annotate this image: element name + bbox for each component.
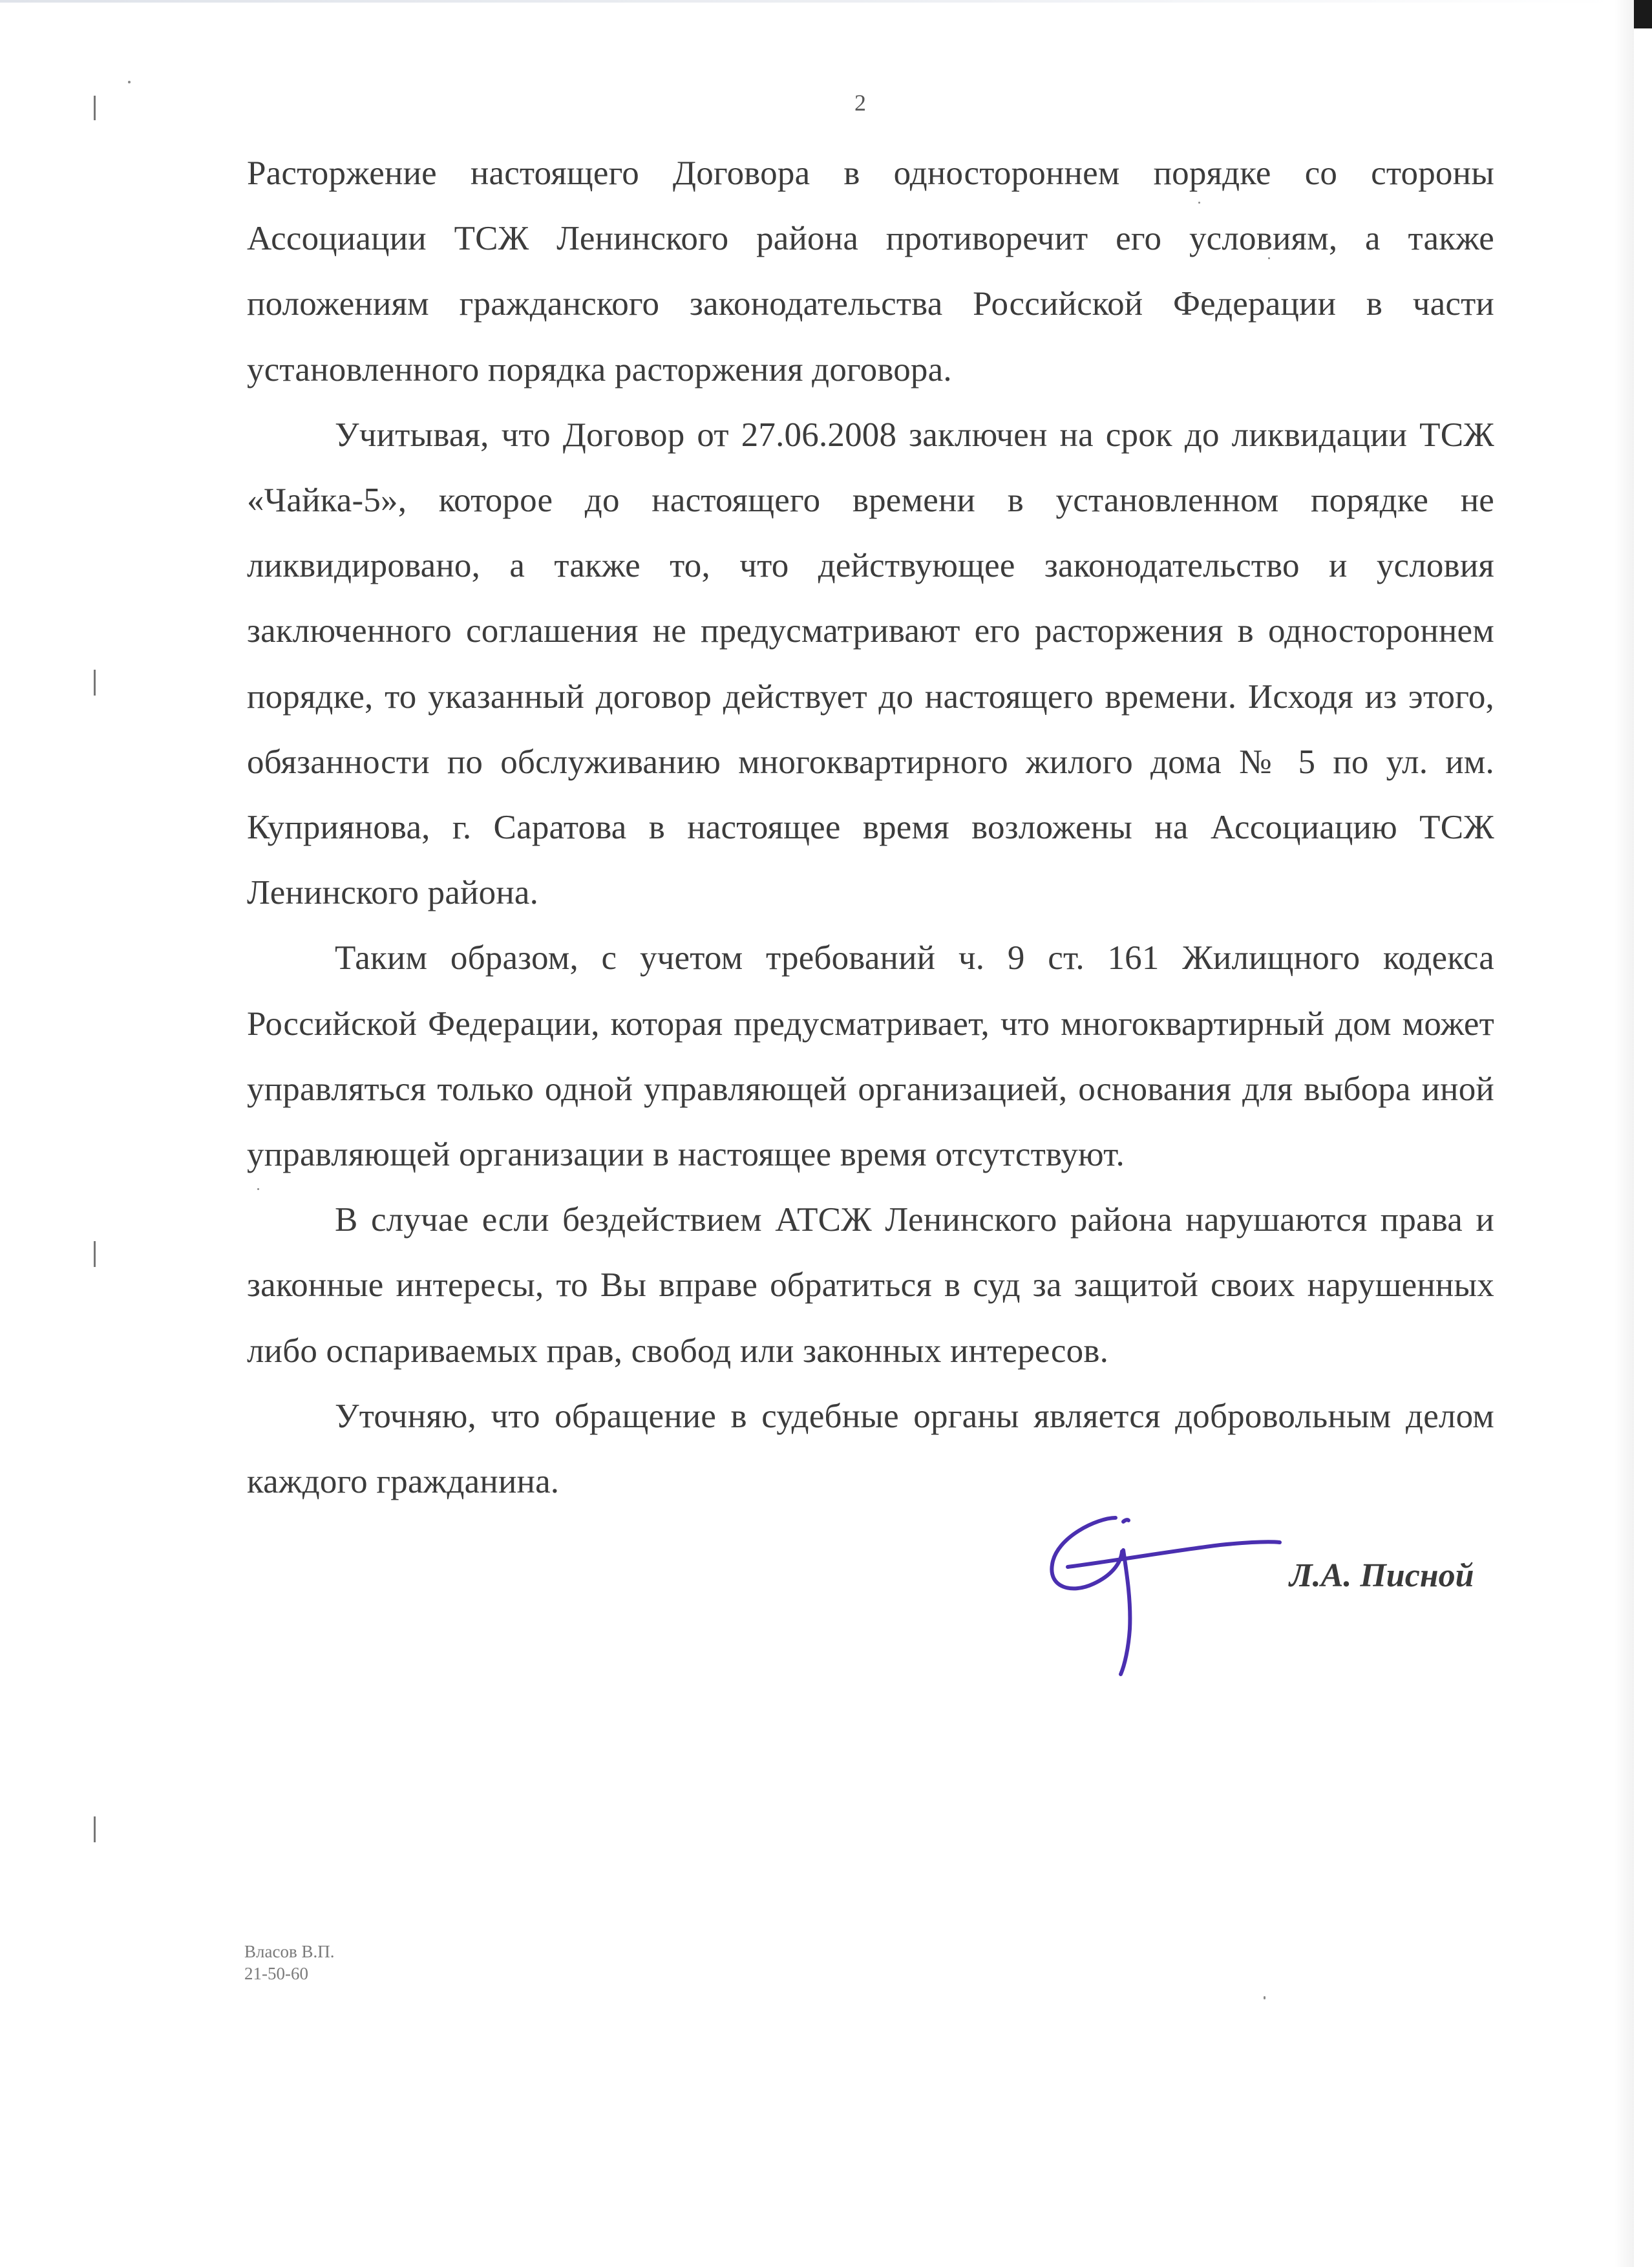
margin-mark: [94, 1241, 96, 1267]
executor-name: Власов В.П.: [244, 1942, 335, 1961]
handwritten-signature: [1026, 1505, 1298, 1686]
scan-top-edge: [0, 0, 1616, 3]
margin-mark: [94, 96, 96, 120]
scan-right-shade: [1615, 0, 1634, 2267]
scan-speck: [128, 81, 131, 83]
paragraph-court-rights: В случае если бездействием АТСЖ Ленинского района нарушаются права и законные интересы, то Вы вправе обратиться в суд за защитой своих нарушенных либо оспариваемых прав, свобод или законных интересов.: [247, 1201, 1494, 1370]
scan-right-edge: [1634, 0, 1652, 28]
page-number: 2: [854, 90, 866, 116]
paragraph-housing-code: Таким образом, с учетом требований ч. 9 ст. 161 Жилищного кодекса Российской Федерации, которая предусматривает, что многоквартирный дом может управляться только одной управляющей организацией, основания для выбора иной управляющей организации в настоящее время отсутствуют.: [247, 939, 1494, 1174]
margin-mark: [94, 670, 96, 696]
executor-phone: 21-50-60: [244, 1964, 308, 1983]
paragraph-contract-validity: Учитывая, что Договор от 27.06.2008 заключен на срок до ликвидации ТСЖ «Чайка-5», которое до настоящего времени в установленном порядке не ликвидировано, а также то, что действующее законодательство и условия заключенного соглашения не предусматривают его расторжения в одностороннем порядке, то указанный договор действует до настоящего времени. Исходя из этого, обязанности по обслуживанию многоквартирного жилого дома № 5 по ул. им. Куприянова, г. Саратова в настоящее время возложены на Ассоциацию ТСЖ Ленинского района.: [247, 416, 1494, 912]
paragraph-voluntary: Уточняю, что обращение в судебные органы является добровольным делом каждого гражданина.: [247, 1397, 1494, 1501]
margin-mark: [94, 1816, 96, 1842]
executor-info: [244, 1941, 334, 1985]
paragraph-termination: Расторжение настоящего Договора в одностороннем порядке со стороны Ассоциации ТСЖ Ленинского района противоречит его условиям, а также положениям гражданского законодательства Российской Федерации в части установленного порядка расторжения договора.: [247, 154, 1494, 388]
letter-body: [247, 141, 1494, 1515]
signatory-name: Л.А. Писной: [1289, 1557, 1474, 1594]
scan-speck: [1264, 1996, 1265, 1999]
